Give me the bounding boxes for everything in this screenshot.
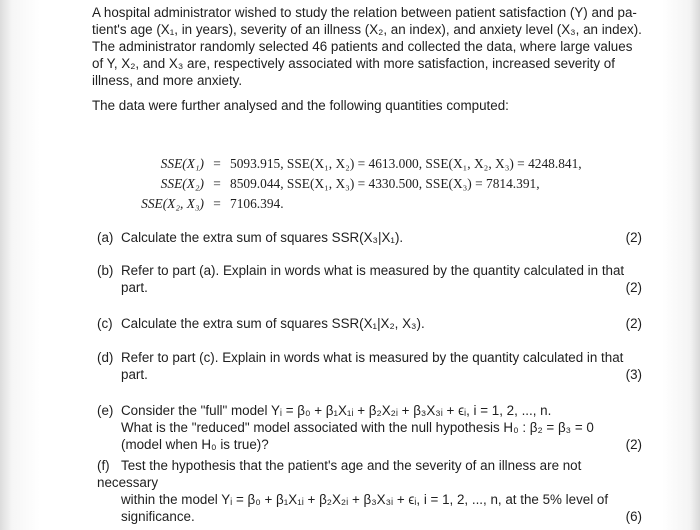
- question-b-label: (b): [97, 263, 114, 278]
- question-f-text-1: Test the hypothesis that the patient's age and the severity of an illness are not necessary: [97, 458, 582, 490]
- question-f: [97, 457, 644, 525]
- page-right-shadow: [640, 0, 700, 530]
- question-e-marks: (2): [625, 437, 642, 452]
- question-f-label: (f): [97, 458, 110, 473]
- question-e-text-3: (model when H₀ is true)?: [121, 437, 269, 452]
- question-a: [97, 229, 644, 246]
- question-e: [97, 402, 644, 453]
- question-d-text-1: Refer to part (c). Explain in words what is measured by the quantity calculated in that: [121, 350, 624, 365]
- sse-row-2-lhs: SSE(X₂): [160, 176, 204, 191]
- question-e-text-2: What is the "reduced" model associated with the null hypothesis H₀ : β₂ = β₃ = 0: [121, 420, 594, 435]
- question-c-label: (c): [97, 316, 113, 331]
- intro-line-2: tient's age (X₁, in years), severity of an illness (X₂, an index), and anxiety level (X₃, an index).: [92, 22, 642, 37]
- question-e-label: (e): [97, 403, 114, 418]
- page-left-shadow: [0, 0, 60, 530]
- question-a-text: Calculate the extra sum of squares SSR(X₃|X₁).: [121, 230, 404, 245]
- question-c-text: Calculate the extra sum of squares SSR(X₁|X₂, X₃).: [121, 316, 425, 331]
- intro-line-3: The administrator randomly selected 46 patients and collected the data, where large values: [92, 39, 633, 54]
- question-c: [97, 315, 644, 332]
- question-a-label: (a): [97, 230, 114, 245]
- intro-line-6: The data were further analysed and the following quantities computed:: [92, 98, 509, 113]
- sse-row-3: [110, 194, 582, 214]
- question-b-text-1: Refer to part (a). Explain in words what is measured by the quantity calculated in that: [121, 263, 625, 278]
- equals-sign: =: [213, 196, 221, 211]
- question-b-text-2: part.: [121, 280, 148, 295]
- question-e-text-1: Consider the "full" model Yᵢ = β₀ + β₁X₁ᵢ + β₂X₂ᵢ + β₃X₃ᵢ + ϵᵢ, i = 1, 2, ..., n.: [121, 403, 552, 418]
- sse-row-2-values: 8509.044, SSE(X₁, X₃) = 4330.500, SSE(X₃) = 7814.391,: [230, 176, 540, 191]
- sse-row-2: [110, 174, 582, 194]
- question-f-marks: (6): [625, 509, 642, 524]
- question-d: [97, 349, 644, 383]
- intro-line-1: A hospital administrator wished to study the relation between patient satisfaction (Y) and pa-: [92, 5, 637, 20]
- sse-row-1-lhs: SSE(X₁): [160, 156, 204, 171]
- sse-row-1: [110, 154, 582, 174]
- question-f-text-3: significance.: [121, 509, 195, 524]
- question-b-marks: (2): [625, 280, 642, 295]
- question-c-marks: (2): [625, 316, 642, 331]
- sse-equations: [110, 154, 582, 214]
- sse-row-3-values: 7106.394.: [230, 196, 284, 211]
- question-d-marks: (3): [625, 367, 642, 382]
- sse-row-3-lhs: SSE(X₂, X₃): [141, 196, 204, 211]
- question-d-label: (d): [97, 350, 114, 365]
- intro-line-4: of Y, X₂, and X₃ are, respectively associated with more satisfaction, increased severity of: [92, 56, 615, 71]
- question-d-text-2: part.: [121, 367, 148, 382]
- question-f-text-2: within the model Yᵢ = β₀ + β₁X₁ᵢ + β₂X₂ᵢ + β₃X₃ᵢ + ϵᵢ, i = 1, 2, ..., n, at the 5% level of: [121, 492, 609, 507]
- equals-sign: =: [213, 156, 221, 171]
- question-a-marks: (2): [625, 230, 642, 245]
- equals-sign: =: [213, 176, 221, 191]
- sse-row-1-values: 5093.915, SSE(X₁, X₂) = 4613.000, SSE(X₁, X₂, X₃) = 4248.841,: [230, 156, 582, 171]
- intro-paragraph: [92, 4, 644, 114]
- intro-line-5: illness, and more anxiety.: [92, 73, 243, 88]
- question-b: [97, 262, 644, 296]
